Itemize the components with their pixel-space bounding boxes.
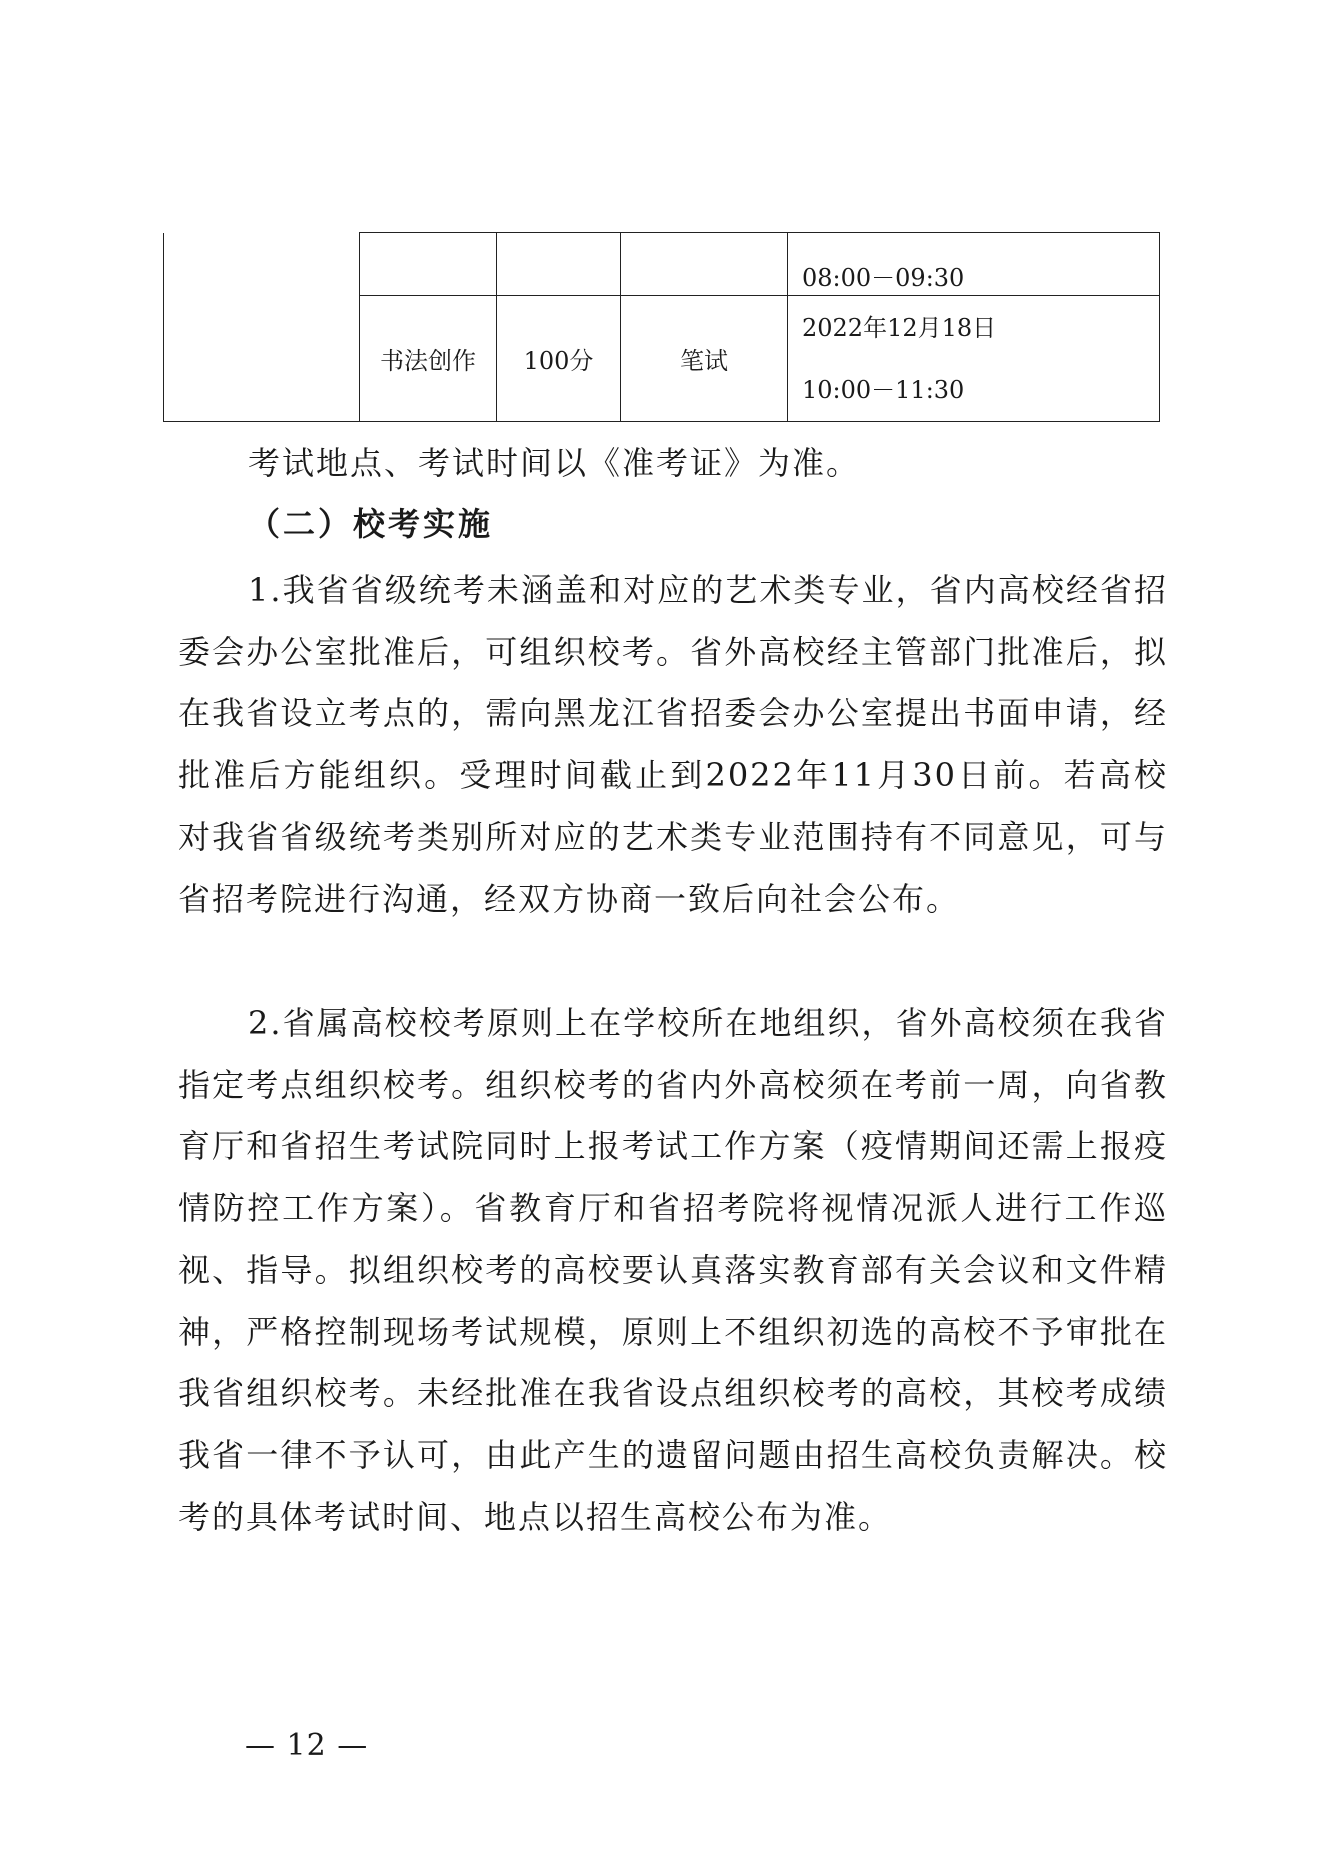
- table-cell-subject: 书法创作: [360, 296, 497, 422]
- table-cell-method: [621, 233, 788, 296]
- exam-schedule-table: [163, 232, 1160, 422]
- exam-time: 08:00－09:30: [802, 264, 965, 293]
- table-cell-time: [788, 233, 1160, 296]
- exam-location-note: 考试地点、考试时间以《准考证》为准。: [248, 444, 861, 482]
- table-cell-time: [788, 296, 1160, 422]
- paragraph: 2.省属高校校考原则上在学校所在地组织，省外高校须在我省指定考点组织校考。组织校考的省内外高校须在考前一周，向省教育厅和省招生考试院同时上报考试工作方案（疫情期间还需上报疫情防控工作方案）。省教育厅和省招考院将视情况派人进行工作巡视、指导。拟组织校考的高校要认真落实教育部有关会议和文件精神，严格控制现场考试规模，原则上不组织初选的高校不予审批在我省组织校考。未经批准在我省设点组织校考的高校，其校考成绩我省一律不予认可，由此产生的遗留问题由招生高校负责解决。校考的具体考试时间、地点以招生高校公布为准。: [178, 1004, 1168, 1536]
- section-heading: （二）校考实施: [248, 505, 494, 543]
- table-cell-subject: [360, 233, 497, 296]
- table-cell-method: 笔试: [621, 296, 788, 422]
- paragraph: 1.我省省级统考未涵盖和对应的艺术类专业，省内高校经省招委会办公室批准后，可组织校考。省外高校经主管部门批准后，拟在我省设立考点的，需向黑龙江省招委会办公室提出书面申请，经批准后方能组织。受理时间截止到2022年11月30日前。若高校对我省省级统考类别所对应的艺术类专业范围持有不同意见，可与省招考院进行沟通，经双方协商一致后向社会公布。: [178, 571, 1168, 918]
- table-row: [164, 233, 1160, 296]
- table-cell-score: [497, 233, 621, 296]
- page-number: — 12 —: [245, 1728, 369, 1763]
- table-cell-score: 100分: [497, 296, 621, 422]
- table-cell-category: [164, 233, 360, 422]
- exam-date: 2022年12月18日: [802, 313, 997, 342]
- exam-time: 10:00－11:30: [802, 375, 965, 404]
